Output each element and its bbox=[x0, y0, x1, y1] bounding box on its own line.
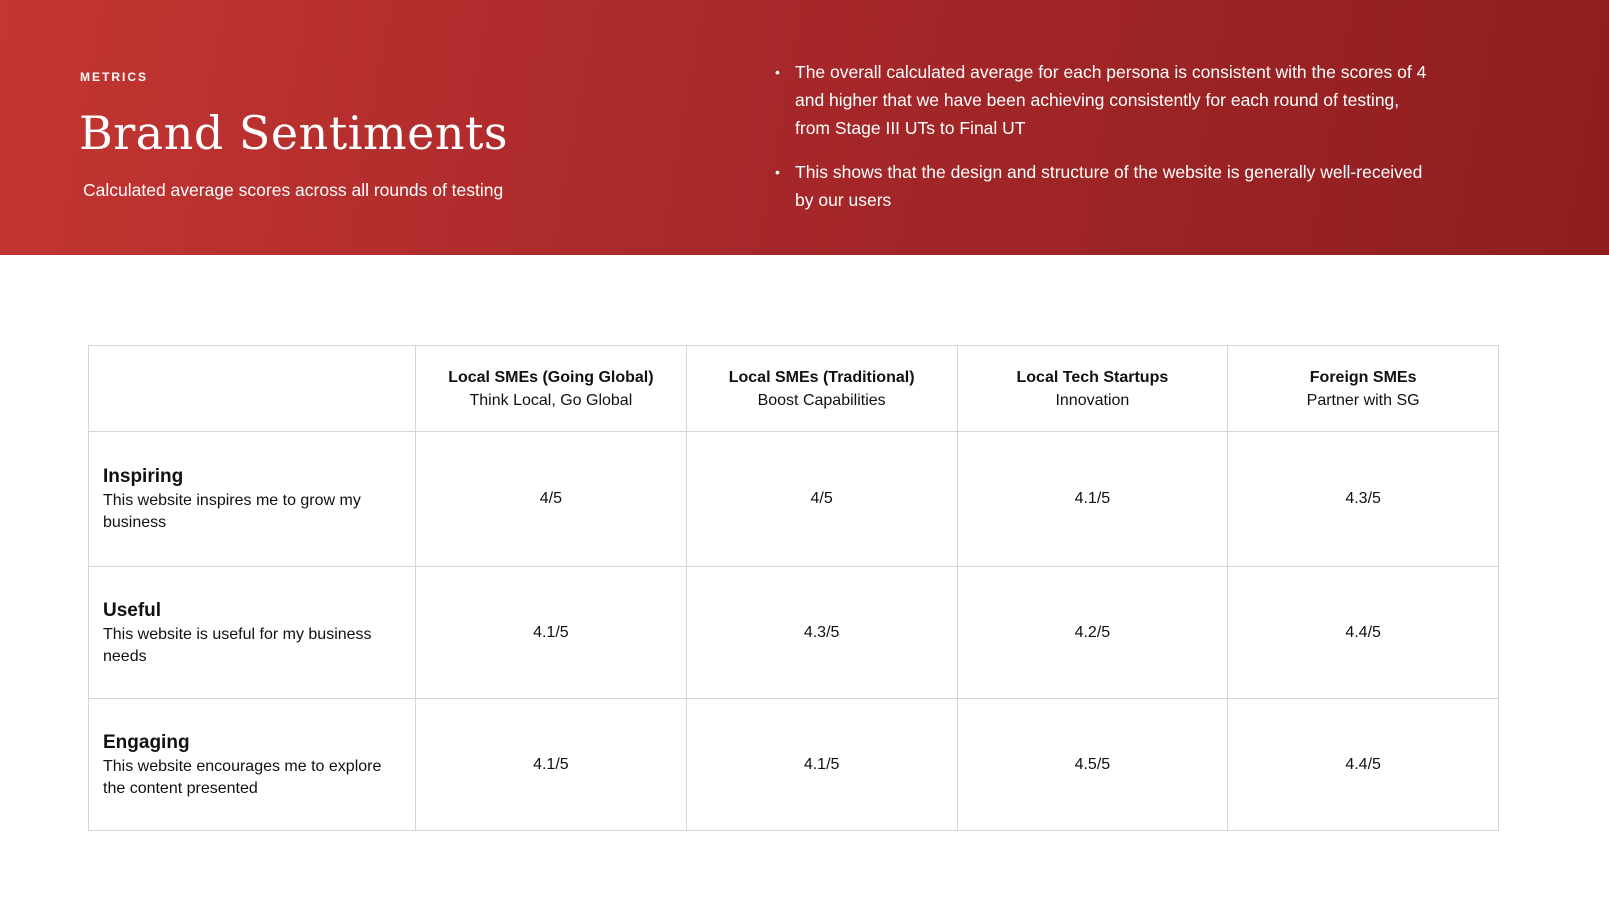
summary-text: This shows that the design and structure of the website is generally well-received by our users bbox=[795, 162, 1423, 210]
metric-label-cell bbox=[89, 432, 416, 567]
bullet-icon: • bbox=[775, 164, 780, 180]
persona-name: Local Tech Startups bbox=[1016, 368, 1169, 386]
summary-list bbox=[775, 58, 1435, 230]
metric-label-cell bbox=[89, 567, 416, 699]
persona-tagline: Boost Capabilities bbox=[757, 391, 886, 409]
persona-name: Local SMEs (Traditional) bbox=[728, 368, 915, 386]
persona-name: Foreign SMEs bbox=[1309, 368, 1417, 386]
summary-item bbox=[775, 158, 1435, 214]
summary-item bbox=[775, 58, 1435, 142]
score-cell: 4.1/5 bbox=[957, 432, 1228, 567]
score-cell: 4.1/5 bbox=[686, 699, 957, 831]
column-header bbox=[957, 346, 1228, 432]
column-header bbox=[686, 346, 957, 432]
metric-description: This website inspires me to grow my business bbox=[103, 492, 361, 531]
metric-title: Useful bbox=[103, 599, 162, 621]
metric-label-cell bbox=[89, 699, 416, 831]
score-cell: 4.3/5 bbox=[1228, 432, 1499, 567]
persona-tagline: Think Local, Go Global bbox=[469, 391, 633, 409]
metric-description: This website encourages me to explore the content presented bbox=[103, 757, 382, 797]
empty-corner-cell bbox=[89, 346, 416, 432]
column-header bbox=[1228, 346, 1499, 432]
metric-description: This website is useful for my business needs bbox=[103, 625, 372, 665]
table-row bbox=[89, 567, 1499, 699]
header-banner bbox=[0, 0, 1609, 255]
sentiment-table bbox=[88, 345, 1499, 831]
score-cell: 4/5 bbox=[416, 432, 687, 567]
summary-text: The overall calculated average for each persona is consistent with the scores of 4 and higher that we have been achieving consistently for each round of testing, from Stage III UTs to Final UT bbox=[795, 62, 1427, 138]
bullet-icon: • bbox=[775, 64, 780, 80]
metric-title: Inspiring bbox=[103, 466, 184, 487]
section-eyebrow: METRICS bbox=[80, 70, 148, 84]
table-row bbox=[89, 432, 1499, 567]
persona-name: Local SMEs (Going Global) bbox=[448, 368, 654, 386]
persona-tagline: Innovation bbox=[1055, 391, 1130, 409]
score-cell: 4.5/5 bbox=[957, 699, 1228, 831]
table-header-row bbox=[89, 346, 1499, 432]
metric-title: Engaging bbox=[103, 731, 190, 753]
table-row bbox=[89, 699, 1499, 831]
score-cell: 4.4/5 bbox=[1228, 699, 1499, 831]
score-cell: 4.1/5 bbox=[416, 699, 687, 831]
score-cell: 4.1/5 bbox=[416, 567, 687, 699]
score-cell: 4.3/5 bbox=[686, 567, 957, 699]
page-title: Brand Sentiments bbox=[79, 106, 509, 160]
page-subtitle: Calculated average scores across all rounds of testing bbox=[83, 180, 504, 200]
column-header bbox=[416, 346, 687, 432]
score-cell: 4/5 bbox=[686, 432, 957, 567]
persona-tagline: Partner with SG bbox=[1306, 391, 1420, 409]
score-cell: 4.2/5 bbox=[957, 567, 1228, 699]
score-cell: 4.4/5 bbox=[1228, 567, 1499, 699]
